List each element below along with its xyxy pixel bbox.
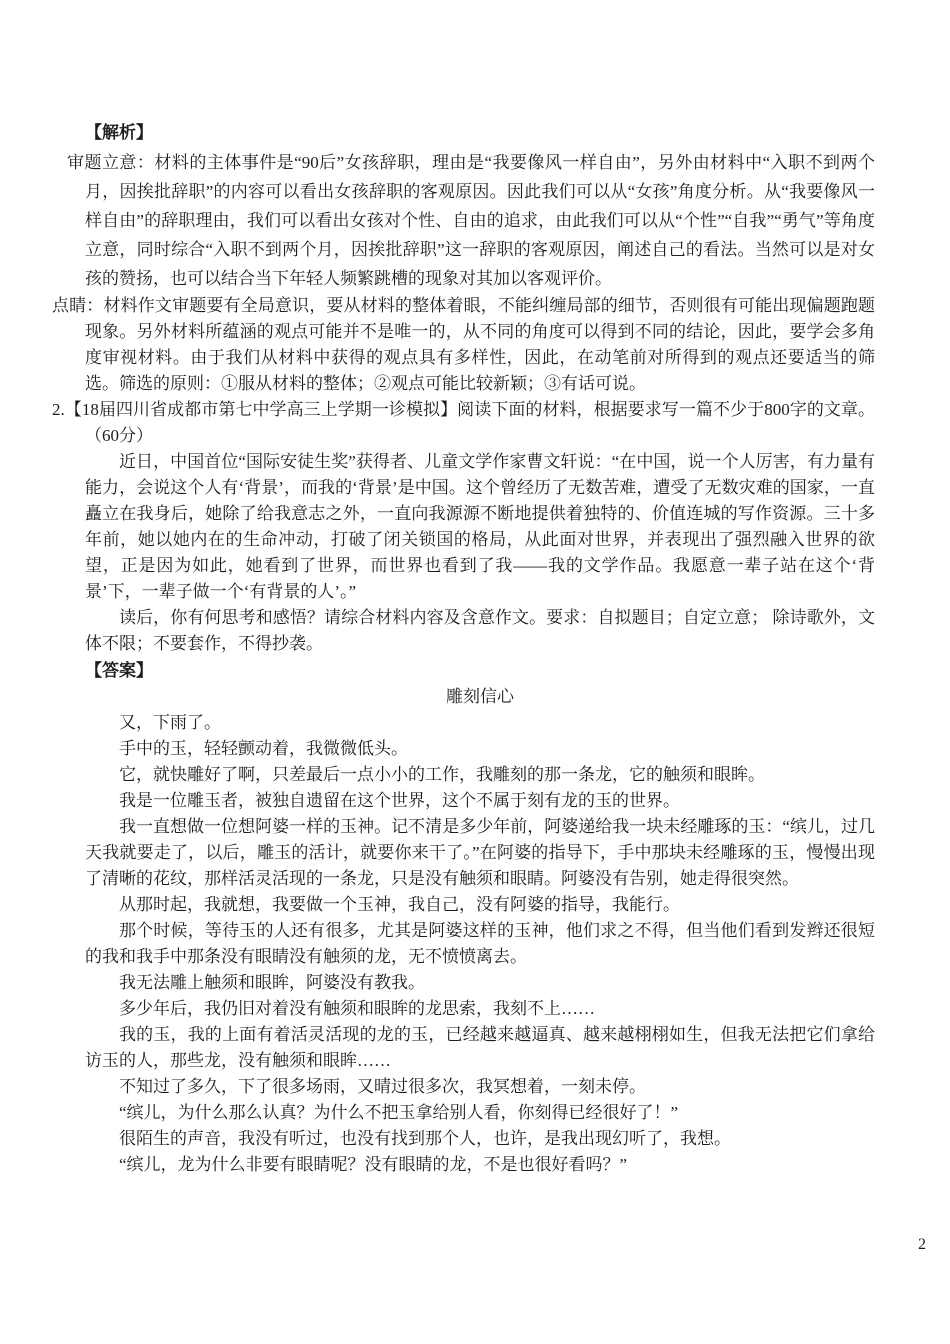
essay-title: 雕刻信心 (446, 687, 514, 706)
dianjing-tip-paragraph: 点睛：材料作文审题要有全局意识，要从材料的整体着眼，不能纠缠局部的细节，否则很有可能出现偏题跑题现象。另外材料所蕴涵的观点可能并不是唯一的，从不同的角度可以得到不同的结论，因此，要学会多角度审视材料。由于我们从材料中获得的观点具有多样性，因此，在动笔前对所得到的观点还要适当的筛选。筛选的原则：①服从材料的整体；②观点可能比较新颖；③有话可说。 (52, 296, 875, 393)
answer-section-label: 【答案】 (85, 661, 153, 680)
essay-paragraph: 我无法雕上触须和眼眸，阿婆没有教我。 (119, 973, 425, 992)
material-paragraph: 近日，中国首位“国际安徒生奖”获得者、儿童文学作家曹文轩说：“在中国，说一个人厉害，有力量有能力，会说这个人有‘背景’，而我的‘背景’是中国。这个曾经历了无数苦难，遭受了无数灾难的国家，一直矗立在我身后，她除了给我意志之外，一直向我源源不断地提供着独特的、价值连城的写作资源。三十多年前，她以她内在的生命冲动，打破了闭关锁国的格局，从此面对世界，并表现出了强烈融入世界的欲望，正是因为如此，她看到了世界，而世界也看到了我——我的文学作品。我愿意一辈子站在这个‘背景’下，一辈子做一个‘有背景的人’。” (85, 452, 875, 601)
essay-paragraph: 它，就快雕好了啊，只差最后一点小小的工作，我雕刻的那一条龙，它的触须和眼眸。 (119, 765, 765, 784)
essay-paragraph: “缤儿，龙为什么非要有眼睛呢？没有眼睛的龙，不是也很好看吗？” (119, 1155, 628, 1174)
question-2-heading: 2.【18届四川省成都市第七中学高三上学期一诊模拟】阅读下面的材料，根据要求写一篇不少于800字的文章。（60分） (52, 400, 875, 445)
essay-paragraph: “缤儿，为什么那么认真？为什么不把玉拿给别人看，你刻得已经很好了！” (119, 1103, 679, 1122)
essay-paragraph: 很陌生的声音，我没有听过，也没有找到那个人，也许，是我出现幻听了，我想。 (119, 1129, 731, 1148)
essay-paragraph: 我的玉，我的上面有着活灵活现的龙的玉，已经越来越逼真、越来越栩栩如生，但我无法把它们拿给访玉的人，那些龙，没有触须和眼眸…… (85, 1025, 875, 1070)
analysis-section-label: 【解析】 (85, 123, 153, 142)
essay-paragraph: 那个时候，等待玉的人还有很多，尤其是阿婆这样的玉神，他们求之不得，但当他们看到发辫还很短的我和我手中那条没有眼睛没有触须的龙，无不愤愤离去。 (85, 921, 875, 966)
page-number: 2 (918, 1236, 926, 1253)
essay-paragraph: 手中的玉，轻轻颤动着，我微微低头。 (119, 739, 408, 758)
document-content (52, 118, 875, 1178)
essay-paragraph: 多少年后，我仍旧对着没有触须和眼眸的龙思索，我刻不上…… (119, 999, 595, 1018)
topic-analysis-paragraph: 审题立意：材料的主体事件是“90后”女孩辞职，理由是“我要像风一样自由”，另外由材料中“入职不到两个月，因挨批辞职”的内容可以看出女孩辞职的客观原因。因此我们可以从“女孩”角度分析。从“我要像风一样自由”的辞职理由，我们可以看出女孩对个性、自由的追求，由此我们可以从“个性”“自我”“勇气”等角度立意，同时综合“入职不到两个月，因挨批辞职”这一辞职的客观原因，阐述自己的看法。当然可以是对女孩的赞扬，也可以结合当下年轻人频繁跳槽的现象对其加以客观评价。 (67, 153, 875, 288)
essay-paragraph: 我是一位雕玉者，被独自遗留在这个世界，这个不属于刻有龙的玉的世界。 (119, 791, 680, 810)
essay-paragraph: 我一直想做一位想阿婆一样的玉神。记不清是多少年前，阿婆递给我一块未经雕琢的玉：“缤儿，过几天我就要走了，以后，雕玉的活计，就要你来干了。”在阿婆的指导下，手中那块未经雕琢的玉，慢慢出现了清晰的花纹，那样活灵活现的一条龙，只是没有触须和眼睛。阿婆没有告别，她走得很突然。 (85, 817, 875, 888)
essay-paragraph: 不知过了多久，下了很多场雨，又晴过很多次，我冥想着，一刻未停。 (119, 1077, 646, 1096)
essay-paragraph: 又，下雨了。 (119, 713, 221, 732)
essay-paragraph: 从那时起，我就想，我要做一个玉神，我自己，没有阿婆的指导，我能行。 (119, 895, 680, 914)
writing-requirements-paragraph: 读后，你有何思考和感悟？请综合材料内容及含意作文。要求：自拟题目；自定立意； 除诗歌外，文体不限；不要套作，不得抄袭。 (85, 608, 875, 653)
